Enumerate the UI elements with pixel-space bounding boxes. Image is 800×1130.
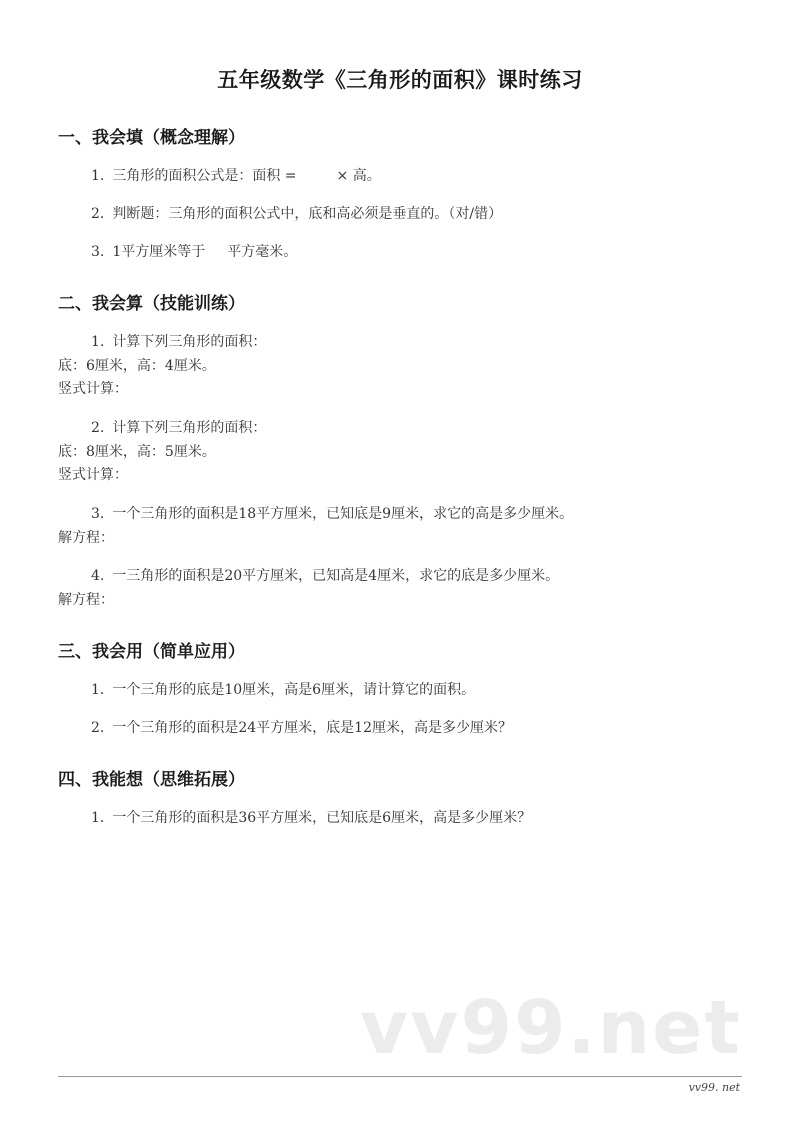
question-1-2 xyxy=(91,203,502,223)
question-text: 1平方厘米等于 xyxy=(112,244,206,260)
question-text: 判断题：三角形的面积公式中，底和高必须是垂直的。（对/错） xyxy=(112,206,503,222)
question-text: 一个三角形的面积是24平方厘米，底是12厘米，高是多少厘米？ xyxy=(112,720,512,736)
question-text-tail: 平方毫米。 xyxy=(227,244,298,260)
section-heading-calc: 二、我会算（技能训练） xyxy=(58,294,245,314)
section-heading-apply: 三、我会用（简单应用） xyxy=(58,642,245,662)
question-1-1 xyxy=(91,165,381,185)
question-2-2-given: 底：8厘米，高：5厘米。 xyxy=(58,444,216,460)
question-2-2-work-label: 竖式计算： xyxy=(58,467,128,483)
question-number: 1. xyxy=(91,168,105,184)
question-number: 2. xyxy=(91,720,105,736)
question-text: 一个三角形的底是10厘米，高是6厘米，请计算它的面积。 xyxy=(112,682,476,698)
watermark: vv99.net xyxy=(360,985,742,1071)
question-2-1 xyxy=(91,331,266,351)
section-heading-fill: 一、我会填（概念理解） xyxy=(58,128,245,148)
question-2-4-work-label: 解方程： xyxy=(58,592,114,608)
question-2-1-given: 底：6厘米，高：4厘米。 xyxy=(58,358,216,374)
question-3-2 xyxy=(91,717,512,737)
question-number: 1. xyxy=(91,334,105,350)
question-number: 1. xyxy=(91,810,105,826)
question-text: 一个三角形的面积是36平方厘米，已知底是6厘米，高是多少厘米？ xyxy=(112,810,532,826)
question-2-2 xyxy=(91,417,266,437)
page-title: 五年级数学《三角形的面积》课时练习 xyxy=(217,68,583,92)
footer-site-label: vv99. net xyxy=(688,1081,740,1094)
question-text: 三角形的面积公式是：面积 = xyxy=(112,168,297,184)
question-2-3-work-label: 解方程： xyxy=(58,530,114,546)
question-text: 计算下列三角形的面积： xyxy=(112,420,267,436)
question-2-4 xyxy=(91,565,559,585)
question-text: 一三角形的面积是20平方厘米，已知高是4厘米，求它的底是多少厘米。 xyxy=(112,568,560,584)
question-number: 3. xyxy=(91,244,105,260)
question-4-1 xyxy=(91,807,531,827)
question-number: 4. xyxy=(91,568,105,584)
question-2-3 xyxy=(91,503,573,523)
question-number: 1. xyxy=(91,682,105,698)
question-1-3 xyxy=(91,241,297,261)
question-number: 2. xyxy=(91,206,105,222)
question-number: 2. xyxy=(91,420,105,436)
section-heading-think: 四、我能想（思维拓展） xyxy=(58,770,245,790)
footer-divider xyxy=(58,1076,742,1077)
question-3-1 xyxy=(91,679,475,699)
question-2-1-work-label: 竖式计算： xyxy=(58,381,128,397)
question-number: 3. xyxy=(91,506,105,522)
question-text: 计算下列三角形的面积： xyxy=(112,334,267,350)
question-text-tail: × 高。 xyxy=(336,168,381,184)
question-text: 一个三角形的面积是18平方厘米，已知底是9厘米，求它的高是多少厘米。 xyxy=(112,506,574,522)
